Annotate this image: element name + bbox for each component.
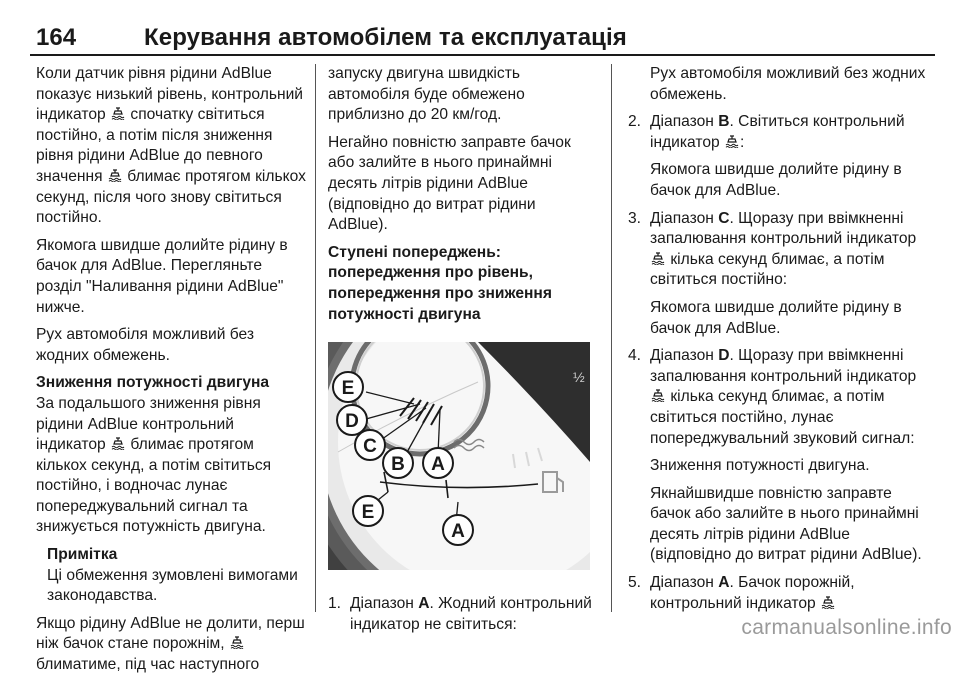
adblue-warning-icon xyxy=(725,135,739,148)
adblue-warning-icon xyxy=(111,107,125,120)
list-item: 2. Діапазон B. Світиться контрольний індикатор : Якомога швидше долийте рідину в бачок для AdBlue. xyxy=(628,113,905,199)
list-item: 5. Діапазон A. Бачок порожній, контрольний індикатор xyxy=(628,574,855,612)
figure-label-a-top: A xyxy=(431,454,445,476)
steps-list xyxy=(628,112,928,614)
adblue-warning-icon xyxy=(108,169,122,182)
adblue-warning-icon xyxy=(651,389,665,402)
paragraph: Коли датчик рівня рідини AdBlue показує низький рівень, контрольний індикатор спочатку світиться постійно, а потім після зниження рівня рідини AdBlue до певного значення блимає протягом кількох секунд, після чого знову світиться постійно. xyxy=(36,65,306,227)
column-divider xyxy=(611,64,612,612)
list-item: 1. Діапазон A. Жодний контрольний індикатор не світиться: xyxy=(328,595,592,633)
column-1 xyxy=(36,64,306,683)
column-divider xyxy=(315,64,316,612)
figure-label-e-bottom: E xyxy=(361,502,375,524)
steps-list xyxy=(328,594,596,635)
page-number: 164 xyxy=(36,24,77,51)
page-title: Керування автомобілем та експлуатація xyxy=(144,24,627,51)
column-3 xyxy=(628,64,928,621)
paragraph: Рух автомобіля можливий без жодних обмежень. xyxy=(650,65,926,103)
list-item: 4. Діапазон D. Щоразу при ввімкненні запалювання контрольний індикатор кілька секунд блимає, а потім світиться постійно, лунає попереджувальний звуковий сигнал: Зниження потужності двигуна. Якнайшвидше повністю заправте бачок або залийте в нього принаймні десять літрів рідини AdBlue (відповідно до витрат рідини AdBlue). xyxy=(628,347,922,564)
list-item: 3. Діапазон C. Щоразу при ввімкненні запалювання контрольний індикатор кілька секунд блимає, а потім світиться постійно: Якомога швидше долийте рідину в бачок для AdBlue. xyxy=(628,209,917,337)
paragraph: Рух автомобіля можливий без жодних обмежень. xyxy=(36,326,254,364)
gauge-svg xyxy=(328,342,590,570)
watermark: carmanualsonline.info xyxy=(741,616,952,639)
paragraph: запуску двигуна швидкість автомобіля буде обмежено приблизно до 20 км/год. xyxy=(328,65,525,124)
paragraph: Негайно повністю заправте бачок або залийте в нього принаймні десять літрів рідини AdBlue (відповідно до витрат рідини AdBlue). xyxy=(328,133,571,234)
adblue-warning-icon xyxy=(230,636,244,649)
adblue-warning-icon xyxy=(111,437,125,450)
dial-mark: ½ xyxy=(573,369,585,386)
column-2 xyxy=(328,64,596,642)
paragraph: Якомога швидше долийте рідину в бачок для AdBlue. Перегляньте розділ "Наливання рідини AdBlue" нижче. xyxy=(36,236,288,316)
figure-label-d: D xyxy=(345,411,359,433)
header-divider xyxy=(30,54,935,56)
paragraph: За подальшого зниження рівня рідини AdBlue контрольний індикатор блимає протягом кількох секунд, а потім світиться постійно, і водночас лунає попереджувальний сигнал та знижується потужність двигуна. xyxy=(36,394,272,536)
figure-label-c: C xyxy=(363,436,377,458)
paragraph: Якщо рідину AdBlue не долити, перш ніж бачок стане порожнім, блиматиме, під час наступного xyxy=(36,614,305,674)
section-heading: Зниження потужності двигуна xyxy=(36,374,270,392)
figure-label-a-bottom: A xyxy=(451,521,465,543)
warning-stages-heading: Ступені попереджень: попередження про рівень, попередження про зниження потужності двигуна xyxy=(328,243,552,323)
figure-label-b: B xyxy=(391,454,405,476)
adblue-gauge-illustration xyxy=(328,342,590,570)
adblue-warning-icon xyxy=(651,252,665,265)
note-heading: Примітка xyxy=(47,546,118,564)
adblue-warning-icon xyxy=(821,596,835,609)
note-text: Ці обмеження зумовлені вимогами законодавства. xyxy=(47,566,298,605)
page-header xyxy=(30,18,935,58)
figure-label-e-top: E xyxy=(341,378,355,400)
